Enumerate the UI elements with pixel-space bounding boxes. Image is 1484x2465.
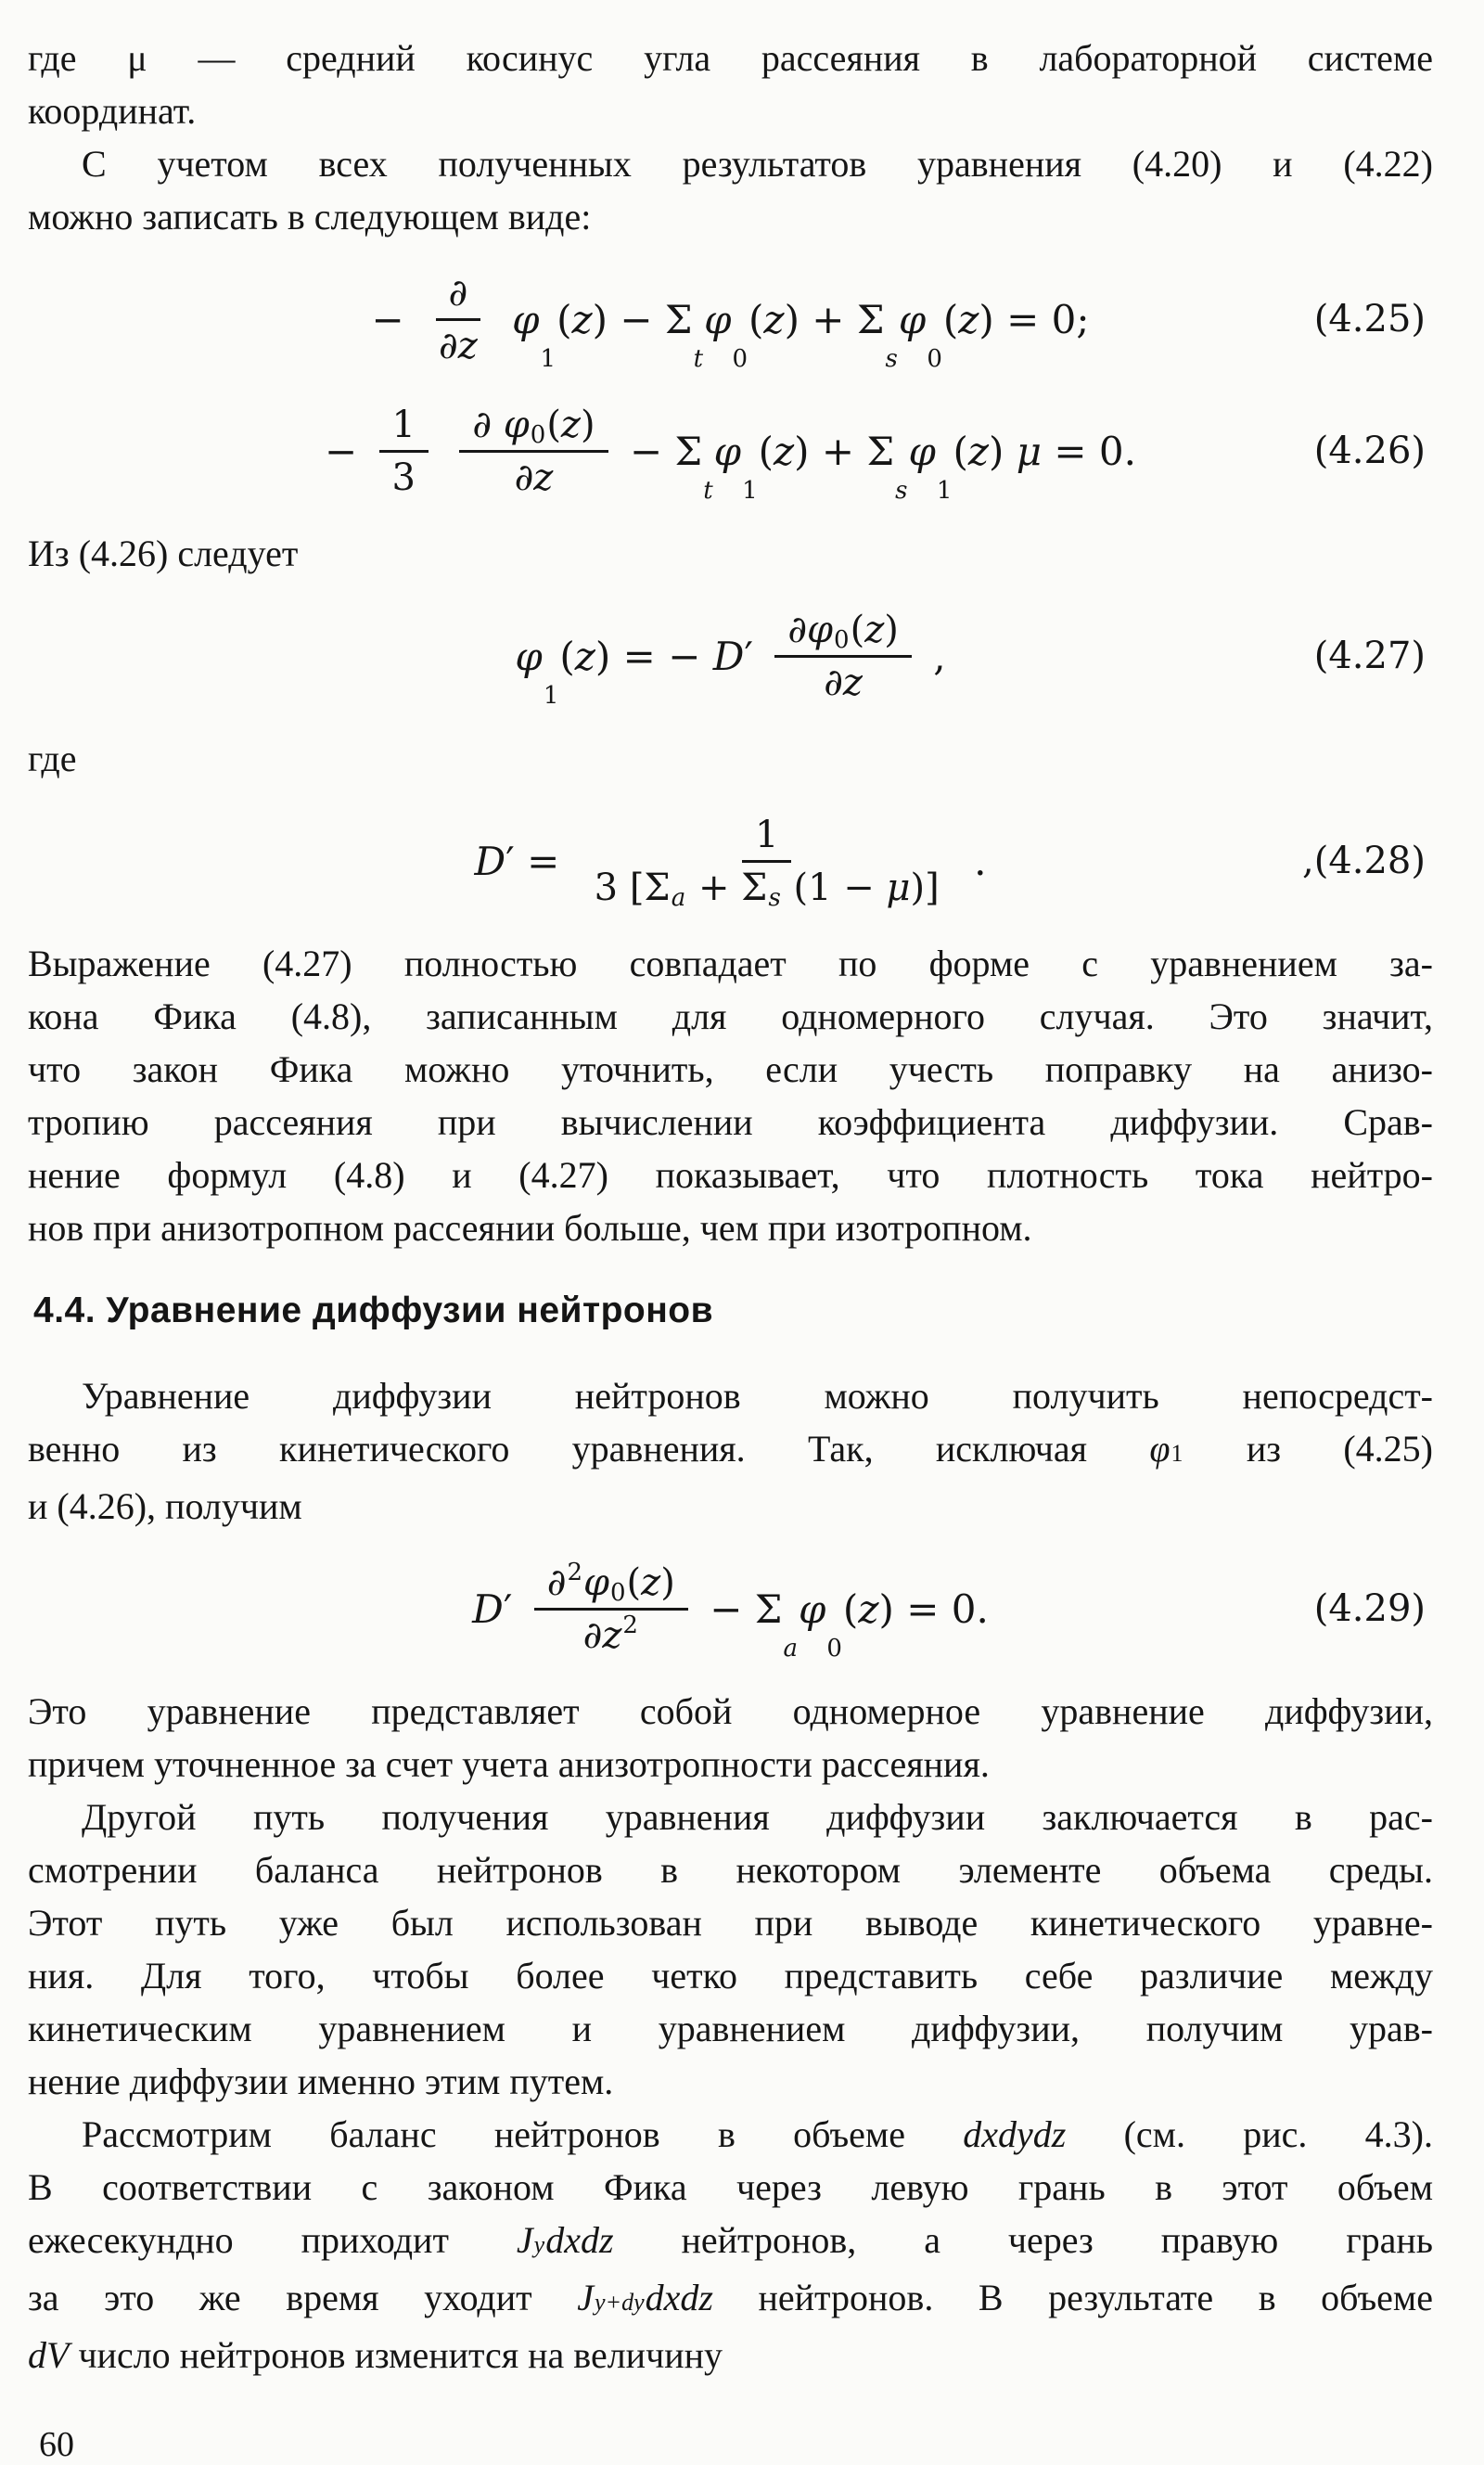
paragraph bbox=[28, 732, 1433, 785]
math-variable: φ bbox=[582, 1560, 609, 1604]
math-text: 3 [Σ bbox=[594, 866, 671, 909]
math-variable: D bbox=[712, 633, 745, 679]
subscript: a bbox=[783, 1634, 798, 1663]
math-text: ( bbox=[842, 1586, 859, 1632]
math-text: нейтронов, а через правую грань bbox=[613, 2219, 1434, 2261]
paragraph bbox=[28, 937, 1433, 1254]
math-text: ) bbox=[979, 296, 994, 342]
math-text: 3 bbox=[391, 456, 416, 499]
text-line: смотрении баланса нейтронов в некотором элементе объема среды. bbox=[28, 1849, 1433, 1891]
math-text: = 0. bbox=[893, 1586, 989, 1632]
paragraph bbox=[28, 1369, 1433, 1533]
math-variable: J bbox=[516, 2219, 533, 2261]
superscript: 2 bbox=[622, 1611, 638, 1639]
math-text: = 0. bbox=[1042, 428, 1136, 474]
text-line: координат. bbox=[28, 90, 197, 132]
paragraph bbox=[28, 1685, 1433, 1791]
equation bbox=[28, 805, 1433, 917]
page-content bbox=[28, 32, 1433, 2382]
page-number-value: 60 bbox=[39, 2425, 74, 2464]
math-variable: φ bbox=[1149, 1428, 1171, 1470]
math-text: , bbox=[920, 633, 946, 679]
math-variable: μ bbox=[1016, 428, 1043, 474]
math-text: ежесекундно приходит bbox=[28, 2219, 517, 2261]
math-text: ( bbox=[850, 608, 865, 651]
math-text: ( bbox=[942, 296, 959, 342]
math-variable: dV bbox=[28, 2334, 70, 2376]
text-line: тропию рассеяния при вычислении коэффициента диффузии. Срав- bbox=[28, 1101, 1433, 1143]
math-variable: φ bbox=[704, 296, 732, 342]
subscript: 0 bbox=[610, 1578, 626, 1607]
math-text: нейтронов. В результате в объеме bbox=[712, 2277, 1433, 2318]
equation-body bbox=[324, 403, 1136, 505]
math-text: ) bbox=[794, 428, 810, 474]
math-text: ∂ bbox=[546, 1560, 567, 1604]
subscript: 1 bbox=[540, 344, 556, 373]
math-text: ∂ bbox=[439, 324, 458, 367]
math-text: ∂ bbox=[472, 403, 504, 446]
text-line: Выражение (4.27) полностью совпадает по форме с уравнением за- bbox=[28, 943, 1433, 984]
text-line: В соответствии с законом Фика через левую грань в этот объем bbox=[28, 2166, 1433, 2208]
math-text bbox=[438, 429, 450, 474]
math-text: − bbox=[371, 296, 416, 342]
math-text: ∂ bbox=[787, 608, 808, 651]
text-line: Уравнение диффузии нейтронов можно получить непосредст- bbox=[82, 1375, 1433, 1417]
fraction-denominator bbox=[582, 863, 953, 912]
math-text: ∂ bbox=[824, 661, 843, 704]
math-text: ) bbox=[581, 403, 595, 446]
text-line: нение диффузии именно этим путем. bbox=[28, 2061, 614, 2102]
math-variable: dxdz bbox=[645, 2277, 713, 2318]
math-text: . bbox=[961, 838, 987, 884]
text-line: можно записать в следующем виде: bbox=[28, 196, 592, 238]
text-line bbox=[28, 1422, 1433, 1480]
math-variable: D bbox=[474, 838, 506, 884]
math-text: − Σ bbox=[608, 296, 693, 342]
math-variable: z bbox=[571, 296, 593, 342]
text-line: где bbox=[28, 738, 77, 779]
math-text: ′ = bbox=[505, 838, 572, 884]
math-variable: φ bbox=[898, 296, 927, 342]
math-text: )] bbox=[910, 866, 940, 909]
math-variable: φ bbox=[798, 1586, 826, 1632]
page-number bbox=[39, 2424, 1433, 2465]
equation-body bbox=[371, 271, 1090, 373]
fraction bbox=[426, 272, 491, 367]
math-text: за это же время уходит bbox=[28, 2277, 578, 2318]
math-variable: φ bbox=[713, 428, 742, 474]
math-text: − Σ bbox=[697, 1586, 783, 1632]
math-variable: J bbox=[577, 2277, 594, 2318]
fraction-denominator bbox=[811, 658, 876, 704]
math-text: + Σ bbox=[799, 296, 885, 342]
text-line bbox=[28, 2329, 1433, 2382]
text-line: С учетом всех полученных результатов уравнения (4.20) и (4.22) bbox=[82, 143, 1433, 185]
math-variable: z bbox=[842, 661, 863, 704]
text-line: что закон Фика можно уточнить, если учесть поправку на анизо- bbox=[28, 1048, 1433, 1090]
subscript: s bbox=[885, 344, 898, 373]
fraction-numerator bbox=[742, 814, 791, 863]
math-variable: z bbox=[574, 633, 595, 679]
fraction bbox=[582, 813, 953, 912]
text-line: Это уравнение представляет собой одномерное уравнение диффузии, bbox=[28, 1690, 1433, 1732]
math-text: ) = − bbox=[595, 633, 713, 679]
subscript: t bbox=[703, 476, 713, 505]
math-text: ∂ bbox=[582, 1613, 603, 1657]
paragraph bbox=[28, 527, 1433, 580]
math-text: из (4.25) bbox=[1183, 1428, 1433, 1470]
paragraph bbox=[28, 1791, 1433, 2108]
equation bbox=[28, 600, 1433, 712]
math-text: − bbox=[324, 428, 370, 474]
text-line: нов при анизотропном рассеянии больше, чем при изотропном. bbox=[28, 1207, 1032, 1249]
math-text: ) bbox=[884, 608, 899, 651]
subscript: 0 bbox=[826, 1634, 842, 1663]
math-text: венно из кинетического уравнения. Так, исключая bbox=[28, 1428, 1150, 1470]
math-variable: φ bbox=[503, 403, 530, 446]
fraction bbox=[774, 609, 912, 704]
math-text: ′ bbox=[744, 633, 766, 679]
subscript: 0 bbox=[834, 625, 850, 654]
math-text: ∂ bbox=[514, 456, 534, 499]
subscript: 0 bbox=[927, 344, 942, 373]
math-variable: φ bbox=[515, 633, 543, 679]
math-text: ( bbox=[748, 296, 764, 342]
math-text: − Σ bbox=[617, 428, 703, 474]
text-line: ния. Для того, чтобы более четко представить себе различие между bbox=[28, 1955, 1433, 1996]
fraction bbox=[459, 404, 608, 499]
math-text: Рассмотрим баланс нейтронов в объеме bbox=[82, 2113, 964, 2155]
math-variable: z bbox=[774, 428, 795, 474]
text-line: нение формул (4.8) и (4.27) показывает, что плотность тока нейтро- bbox=[28, 1154, 1433, 1196]
math-text bbox=[500, 297, 512, 342]
math-variable: dxdydz bbox=[963, 2113, 1067, 2155]
paragraph bbox=[28, 32, 1433, 137]
equation-number: (4.29) bbox=[1313, 1587, 1426, 1630]
fraction-numerator bbox=[459, 404, 608, 453]
text-line bbox=[28, 2214, 1433, 2271]
math-variable: z bbox=[967, 428, 989, 474]
equation-number: (4.26) bbox=[1313, 430, 1426, 472]
math-text: ( bbox=[556, 296, 572, 342]
fraction-denominator bbox=[426, 321, 491, 367]
math-variable: φ bbox=[512, 296, 540, 342]
equation-body bbox=[474, 813, 987, 912]
math-text: = 0; bbox=[993, 296, 1090, 342]
equation bbox=[28, 395, 1433, 507]
math-text: ) bbox=[592, 296, 608, 342]
fraction bbox=[379, 404, 429, 499]
math-variable: z bbox=[958, 296, 979, 342]
fraction-denominator bbox=[570, 1611, 652, 1657]
text-line: кона Фика (4.8), записанным для одномерного случая. Это значит, bbox=[28, 995, 1433, 1037]
math-variable: φ bbox=[807, 608, 834, 651]
math-variable: z bbox=[560, 403, 581, 446]
equation bbox=[28, 263, 1433, 375]
subscript: y+dy bbox=[594, 2289, 645, 2316]
fraction-numerator bbox=[534, 1558, 688, 1611]
equation-number: (4.27) bbox=[1313, 635, 1426, 677]
math-text: ( bbox=[626, 1560, 642, 1604]
math-variable: z bbox=[763, 296, 785, 342]
math-text: ( bbox=[559, 633, 575, 679]
fraction-numerator bbox=[379, 404, 429, 453]
superscript: 2 bbox=[567, 1558, 582, 1586]
fraction-denominator bbox=[379, 453, 429, 499]
text-line: кинетическим уравнением и уравнением диффузии, получим урав- bbox=[28, 2008, 1433, 2049]
math-text: 1 bbox=[754, 813, 779, 856]
text-line: Этот путь уже был использован при выводе кинетического уравне- bbox=[28, 1902, 1433, 1944]
math-variable: z bbox=[641, 1560, 661, 1604]
section-heading: 4.4. Уравнение диффузии нейтронов bbox=[33, 1290, 714, 1330]
math-variable: z bbox=[864, 608, 885, 651]
math-text: число нейтронов изменится на величину bbox=[69, 2334, 723, 2376]
math-text: ) bbox=[988, 428, 1017, 474]
subscript: 0 bbox=[530, 420, 546, 449]
subscript: a bbox=[671, 883, 686, 912]
math-text: + Σ bbox=[686, 866, 768, 909]
math-variable: φ bbox=[908, 428, 936, 474]
math-text: ∂ bbox=[448, 271, 468, 315]
equation-body bbox=[472, 1558, 989, 1663]
equation-body bbox=[515, 608, 946, 710]
equation-number: (4.25) bbox=[1313, 298, 1426, 340]
subscript: 1 bbox=[742, 476, 758, 505]
math-variable: z bbox=[533, 456, 554, 499]
fraction bbox=[534, 1558, 688, 1657]
math-text: ) bbox=[660, 1560, 675, 1604]
paragraph bbox=[28, 137, 1433, 243]
math-text: (1 − bbox=[781, 866, 887, 909]
math-variable: dxdz bbox=[545, 2219, 614, 2261]
subscript: t bbox=[693, 344, 704, 373]
equation-number: ,(4.28) bbox=[1302, 840, 1426, 882]
math-variable: z bbox=[457, 324, 478, 367]
equation bbox=[28, 1553, 1433, 1664]
math-text: ′ bbox=[503, 1586, 525, 1632]
paragraph bbox=[28, 2108, 1433, 2382]
math-text: + Σ bbox=[809, 428, 895, 474]
fraction-denominator bbox=[502, 453, 567, 499]
math-text: ( bbox=[546, 403, 561, 446]
subscript: 0 bbox=[732, 344, 748, 373]
subscript: y bbox=[533, 2231, 545, 2258]
math-variable: z bbox=[602, 1613, 622, 1657]
math-text: ) bbox=[784, 296, 800, 342]
text-line: и (4.26), получим bbox=[28, 1485, 302, 1527]
math-variable: μ bbox=[886, 866, 911, 909]
text-line bbox=[28, 2108, 1433, 2161]
subscript: 1 bbox=[1171, 1440, 1183, 1467]
subscript: 1 bbox=[543, 681, 559, 710]
math-variable: z bbox=[858, 1586, 879, 1632]
subscript: 1 bbox=[936, 476, 953, 505]
math-variable: D bbox=[472, 1586, 504, 1632]
fraction-numerator bbox=[774, 609, 912, 658]
text-line bbox=[28, 2271, 1433, 2329]
math-text: ( bbox=[758, 428, 774, 474]
fraction-numerator bbox=[436, 272, 481, 321]
subscript: s bbox=[768, 883, 781, 912]
text-line: Другой путь получения уравнения диффузии заключается в рас- bbox=[82, 1796, 1433, 1838]
text-line: причем уточненное за счет учета анизотропности рассеяния. bbox=[28, 1743, 990, 1785]
subscript: s bbox=[895, 476, 908, 505]
math-text: ( bbox=[953, 428, 968, 474]
math-text: 1 bbox=[391, 403, 416, 446]
text-line: где μ — средний косинус угла рассеяния в лабораторной системе bbox=[28, 37, 1433, 79]
math-text: ) bbox=[878, 1586, 894, 1632]
math-text: (см. рис. 4.3). bbox=[1066, 2113, 1433, 2155]
text-line: Из (4.26) следует bbox=[28, 533, 299, 574]
